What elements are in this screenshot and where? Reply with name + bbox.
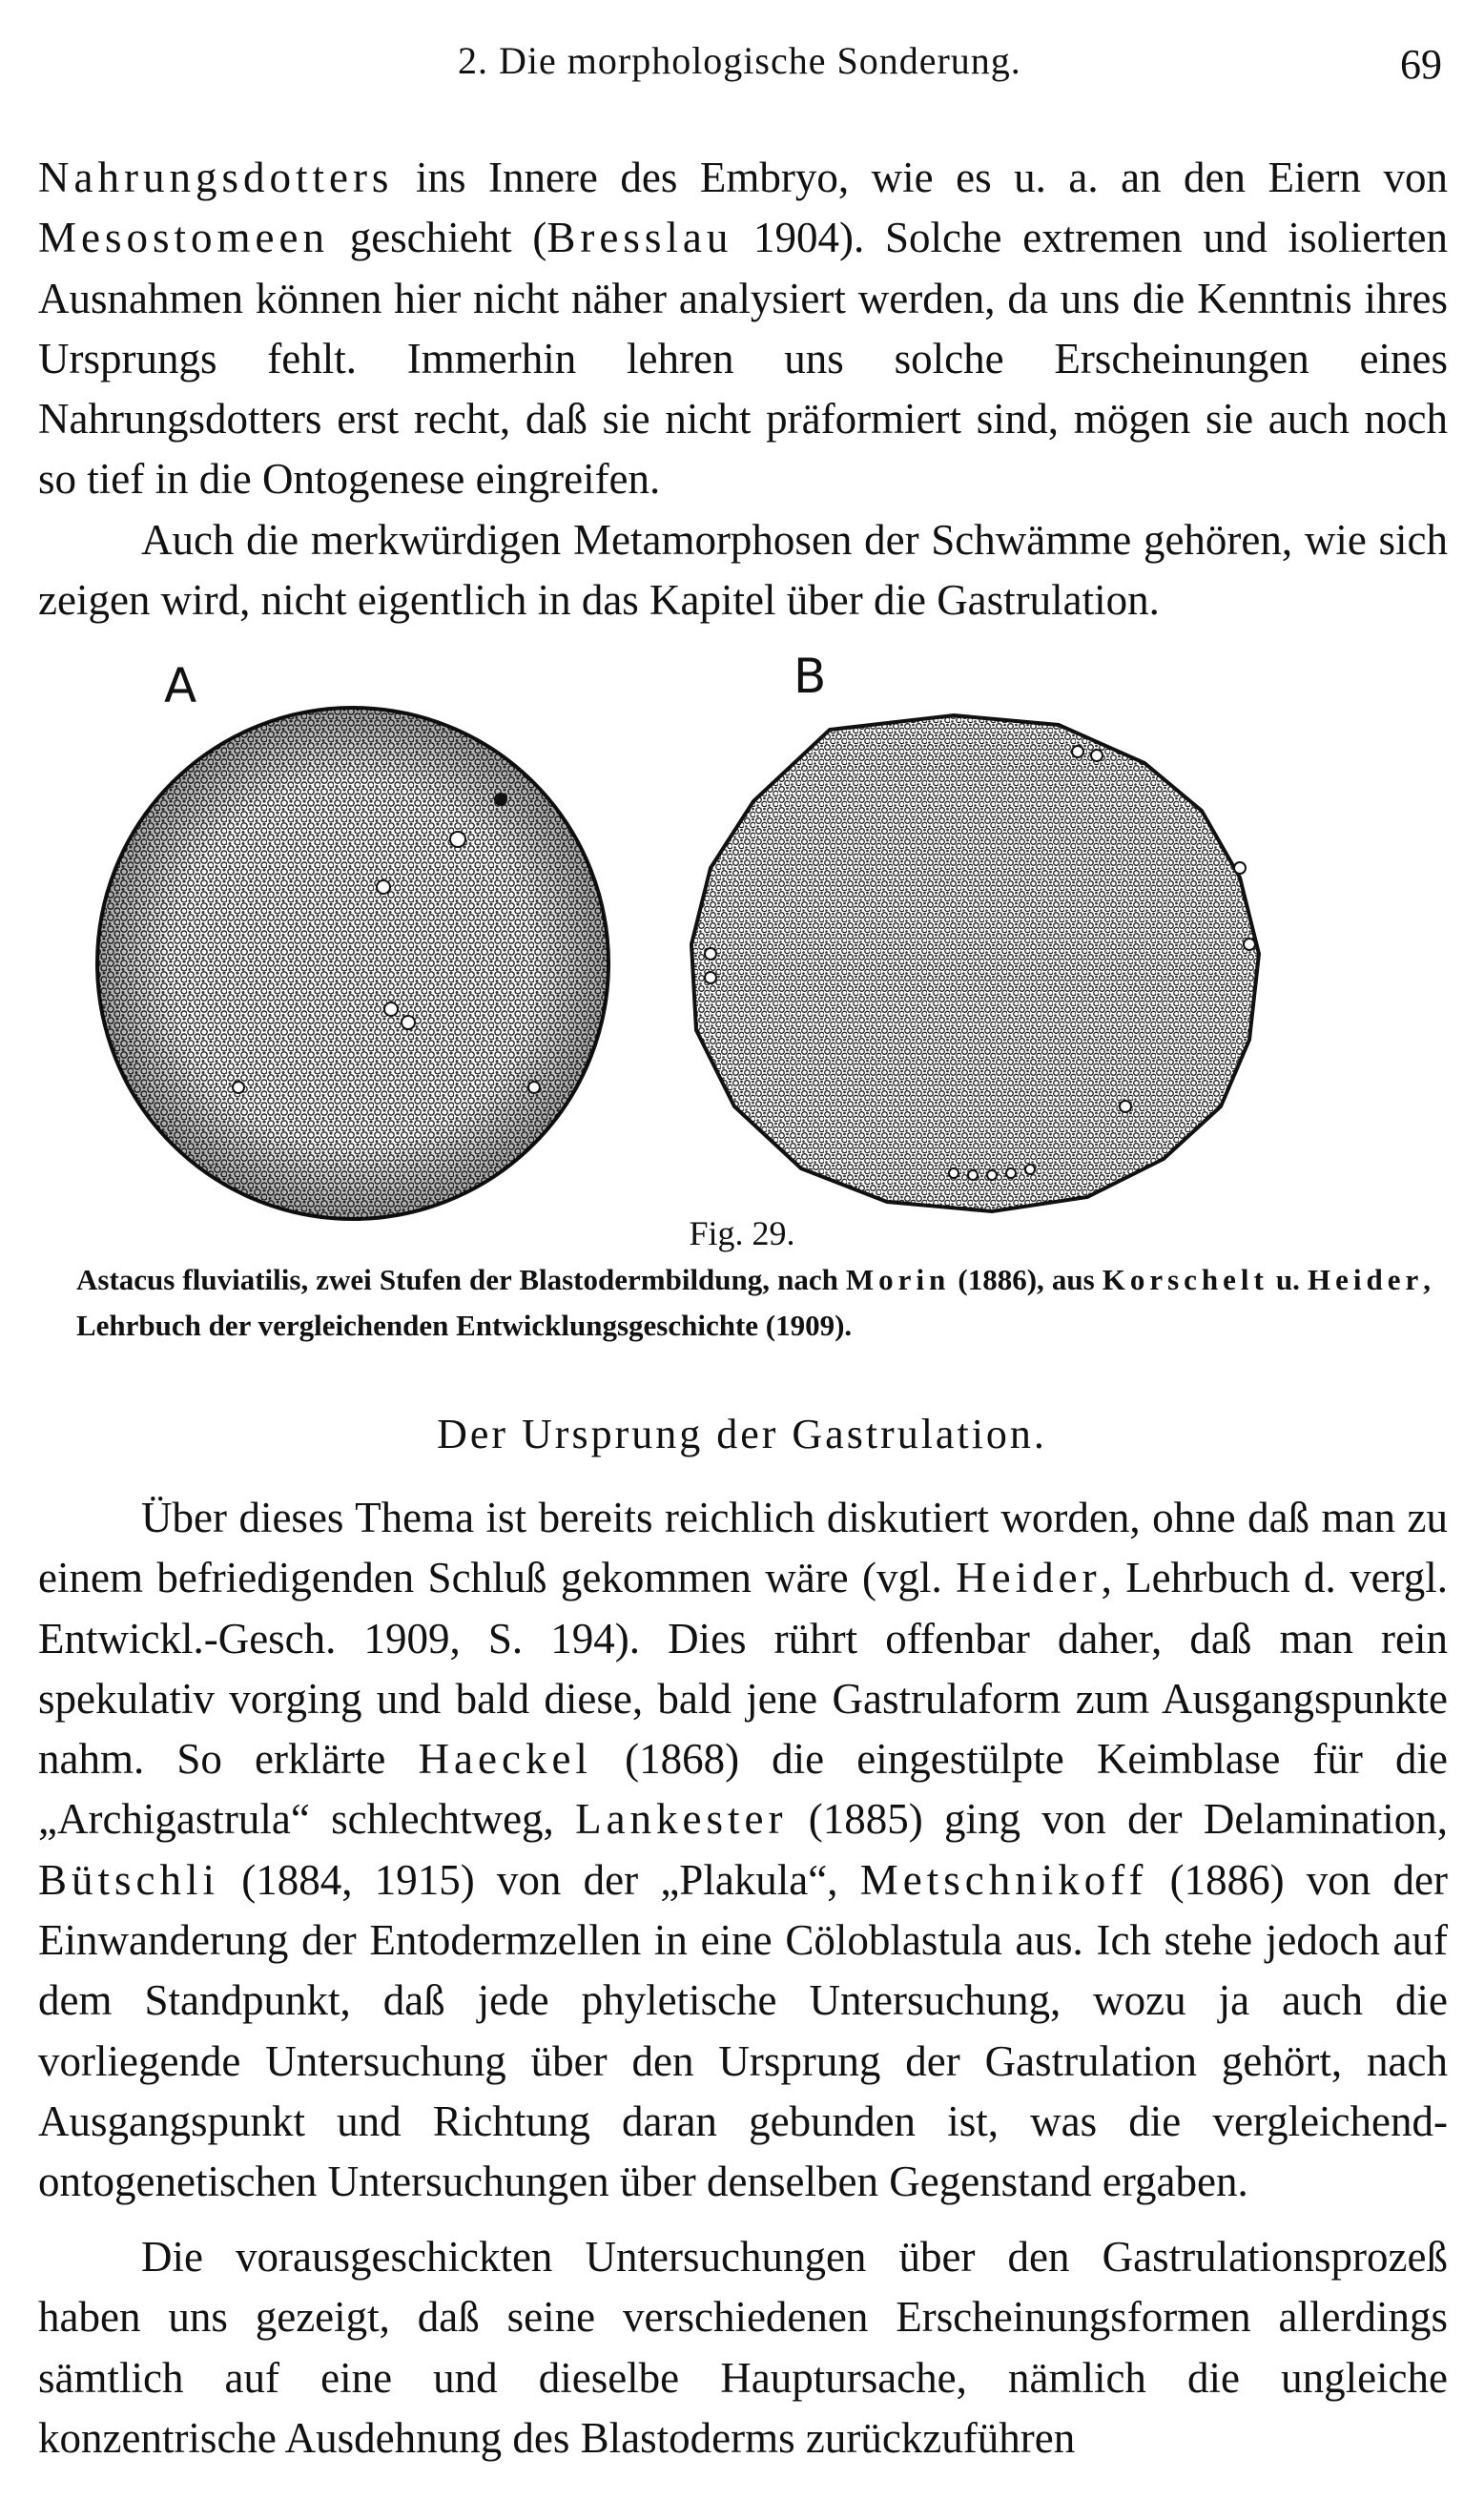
running-head-title: 2. Die morphologische Sonderung. (458, 39, 1021, 82)
text-run: , Lehrbuch d. vergl. Entwickl.-Gesch. 1909, S. 194). Dies rührt offenbar daher, daß man rein spekulativ vorging und bald diese, bald jene Gastrulaform zum Ausgangspunkte nahm. So erklärte (38, 1554, 1448, 1784)
caption-author-heider: Heider (1308, 1263, 1424, 1296)
paragraph-origin (38, 1488, 1448, 2213)
text-run: (1885) ging von der Delamination, (787, 1795, 1448, 1844)
author-haeckel: Haeckel (418, 1735, 592, 1784)
running-head (0, 38, 1484, 95)
paragraph-top (38, 148, 1448, 510)
author-bresslau: Bresslau (546, 214, 733, 262)
author-lankester: Lankester (575, 1795, 788, 1844)
caption-author-morin: Morin (845, 1263, 951, 1296)
text-run: ins Innere des Embryo, wie es u. a. an den Eiern von (393, 154, 1448, 201)
author-heider: Heider (956, 1554, 1102, 1602)
text-run: Über dieses Thema ist bereits reichlich diskutiert worden, ohne daß man zu einem befriedigenden Schluß gekommen wäre (vgl. (38, 1494, 1448, 1602)
text-run: (1884, 1915) von der „Plakula“, (219, 1855, 860, 1904)
paragraph-gastrulation-process: Die vorausgeschickten Untersuchungen über den Gastrulationsprozeß haben uns gezeigt, daß seine verschiedenen Erscheinungsformen allerdings sämtlich auf eine und dieselbe Hauptursache, nämlich die ungleiche konzentrische Ausdehnung des Blastoderms zurückzuführen (38, 2233, 1448, 2462)
term-mesostomeen: Mesostomeen (38, 214, 329, 262)
figure-29 (0, 639, 1484, 1230)
caption-text: u. (1268, 1263, 1308, 1296)
term-nahrungsdotters: Nahrungsdotters (38, 154, 394, 201)
figure-number: Fig. 29. (689, 1214, 795, 1252)
text-run: geschieht ( (328, 214, 547, 262)
figure-label-b: B (794, 649, 827, 704)
author-metschnikoff: Metschnikoff (859, 1855, 1148, 1904)
blastoderm-disc-a (97, 708, 608, 1219)
caption-text: , zwei Stufen der Blastodermbildung, nach (300, 1263, 846, 1296)
text-run: (1886) von der Einwanderung der Entodermzellen in eine Cöloblastula aus. Ich stehe jedoch auf dem Standpunkt, daß jede phyletische Untersuchung, wozu ja auch die vorliegende Untersuchung über den Ursprung der Gastrulation gehört, nach Ausgangspunkt und Richtung daran gebunden ist, was die vergleichend-ontogenetischen Untersuchungen über denselben Gegenstand ergaben. (38, 1855, 1448, 2206)
caption-text: (1886), aus (950, 1263, 1103, 1296)
paragraph-sponges: Auch die merkwürdigen Metamorphosen der Schwämme gehören, wie sich zeigen wird, nicht eigentlich in das Kapitel über die Gastrulation. (38, 516, 1448, 625)
figure-caption (76, 1257, 1431, 1349)
text-run: 1904). Solche extremen und isolierten Ausnahmen können hier nicht näher analysiert werden, da uns die Kenntnis ihres Ursprungs fehlt. Immerhin lehren uns solche Erscheinungen eines Nahrungsdotters erst recht, daß sie nicht präformiert sind, mögen sie auch noch so tief in die Ontogenese eingreifen. (38, 214, 1449, 504)
caption-text: , Lehrbuch der vergleichenden Entwicklungsgeschichte (1909). (76, 1263, 1431, 1342)
figure-label-a: A (164, 658, 197, 713)
page-number: 69 (1400, 41, 1442, 88)
blastoderm-disc-b (691, 715, 1259, 1211)
blastoderm-illustration (0, 639, 1484, 1230)
section-title: Der Ursprung der Gastrulation. (437, 1411, 1047, 1457)
text-run: (1868) die eingestülpte Keimblase für die „Archigastrula“ schlechtweg, (38, 1735, 1448, 1844)
author-butschli: Bütschli (38, 1855, 220, 1904)
caption-species: Astacus fluviatilis (76, 1263, 301, 1296)
caption-author-korschelt: Korschelt (1102, 1263, 1268, 1296)
